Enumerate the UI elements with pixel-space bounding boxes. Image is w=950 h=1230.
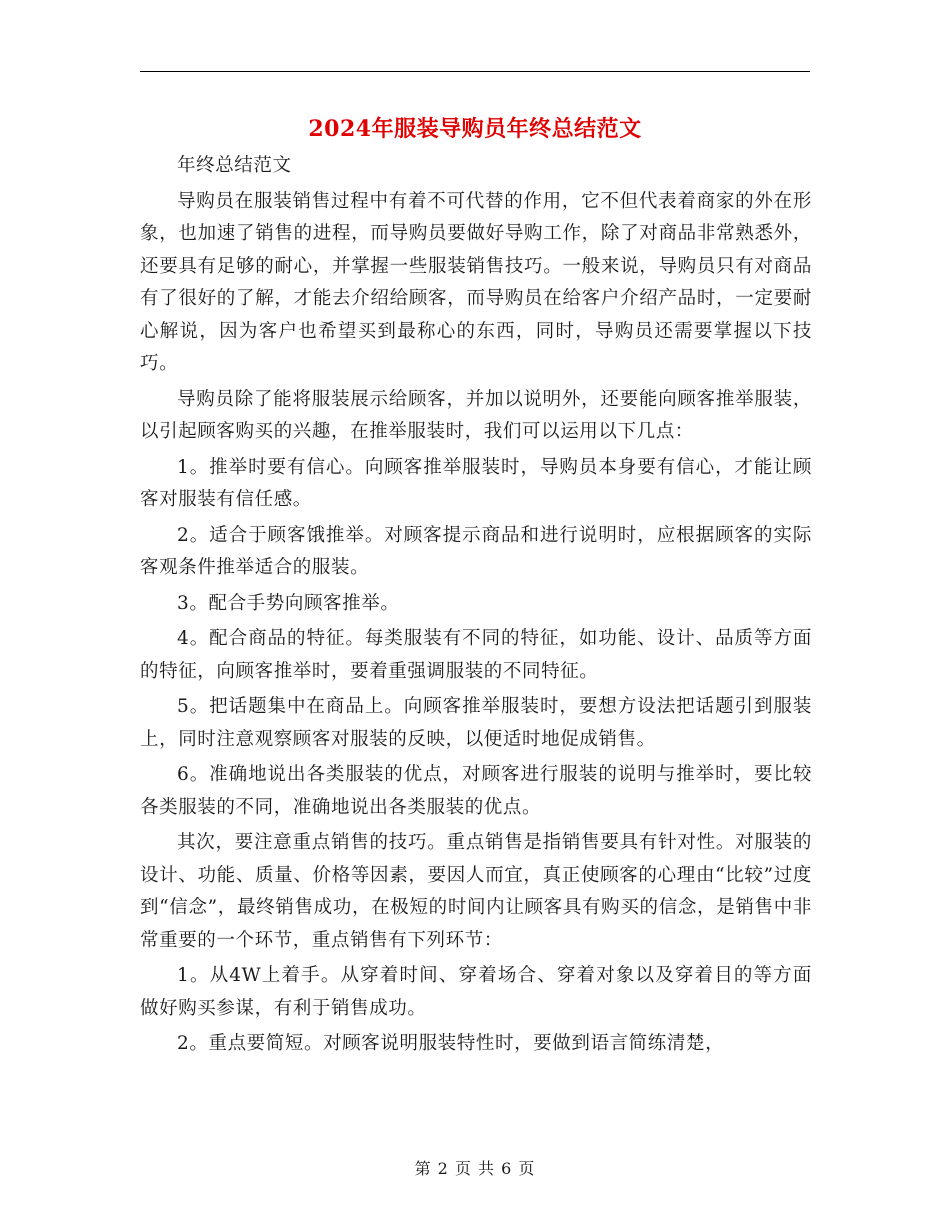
paragraph-list-item-6: 6。准确地说出各类服装的优点，对顾客进行服装的说明与推举时，要比较各类服装的不同，准确地说出各类服装的优点。	[140, 764, 812, 818]
paragraph-list-item-2: 2。适合于顾客饿推举。对顾客提示商品和进行说明时，应根据顾客的实际客观条件推举适合的服装。	[140, 524, 812, 578]
paragraph-key-item-2: 2。重点要简短。对顾客说明服装特性时，要做到语言简练清楚，	[177, 1033, 725, 1054]
document-body	[140, 150, 812, 1061]
header-rule	[140, 71, 810, 72]
paragraph-recommend-intro: 导购员除了能将服装展示给顾客，并加以说明外，还要能向顾客推举服装，以引起顾客购买的兴趣，在推举服装时，我们可以运用以下几点：	[140, 388, 812, 442]
paragraph-list-item-4: 4。配合商品的特征。每类服装有不同的特征，如功能、设计、品质等方面的特征，向顾客推举时，要着重强调服装的不同特征。	[140, 628, 812, 682]
paragraph-key-sales: 其次，要注意重点销售的技巧。重点销售是指销售要具有针对性。对服装的设计、功能、质量、价格等因素，要因人而宜，真正使顾客的心理由“比较”过度到“信念”，最终销售成功，在极短的时间内让顾客具有购买的信念，是销售中非常重要的一个环节，重点销售有下列环节：	[140, 832, 812, 951]
paragraph-list-item-5: 5。把话题集中在商品上。向顾客推举服装时，要想方设法把话题引到服装上，同时注意观察顾客对服装的反映，以便适时地促成销售。	[140, 696, 812, 750]
page-number-footer: 第 2 页 共 6 页	[414, 1159, 536, 1178]
paragraph-intro: 导购员在服装销售过程中有着不可代替的作用，它不但代表着商家的外在形象，也加速了销售的进程，而导购员要做好导购工作，除了对商品非常熟悉外，还要具有足够的耐心，并掌握一些服装销售技巧。一般来说，导购员只有对商品有了很好的了解，才能去介绍给顾客，而导购员在给客户介绍产品时，一定要耐心解说，因为客户也希望买到最称心的东西，同时，导购员还需要掌握以下技巧。	[140, 190, 812, 374]
paragraph-subtitle: 年终总结范文	[177, 155, 292, 176]
paragraph-key-item-1: 1。从4W上着手。从穿着时间、穿着场合、穿着对象以及穿着目的等方面做好购买参谋，有利于销售成功。	[140, 965, 812, 1019]
document-title: 2024年服装导购员年终总结范文	[308, 116, 642, 142]
paragraph-list-item-3: 3。配合手势向顾客推举。	[177, 592, 400, 614]
paragraph-list-item-1: 1。推举时要有信心。向顾客推举服装时，导购员本身要有信心，才能让顾客对服装有信任感。	[140, 456, 812, 510]
